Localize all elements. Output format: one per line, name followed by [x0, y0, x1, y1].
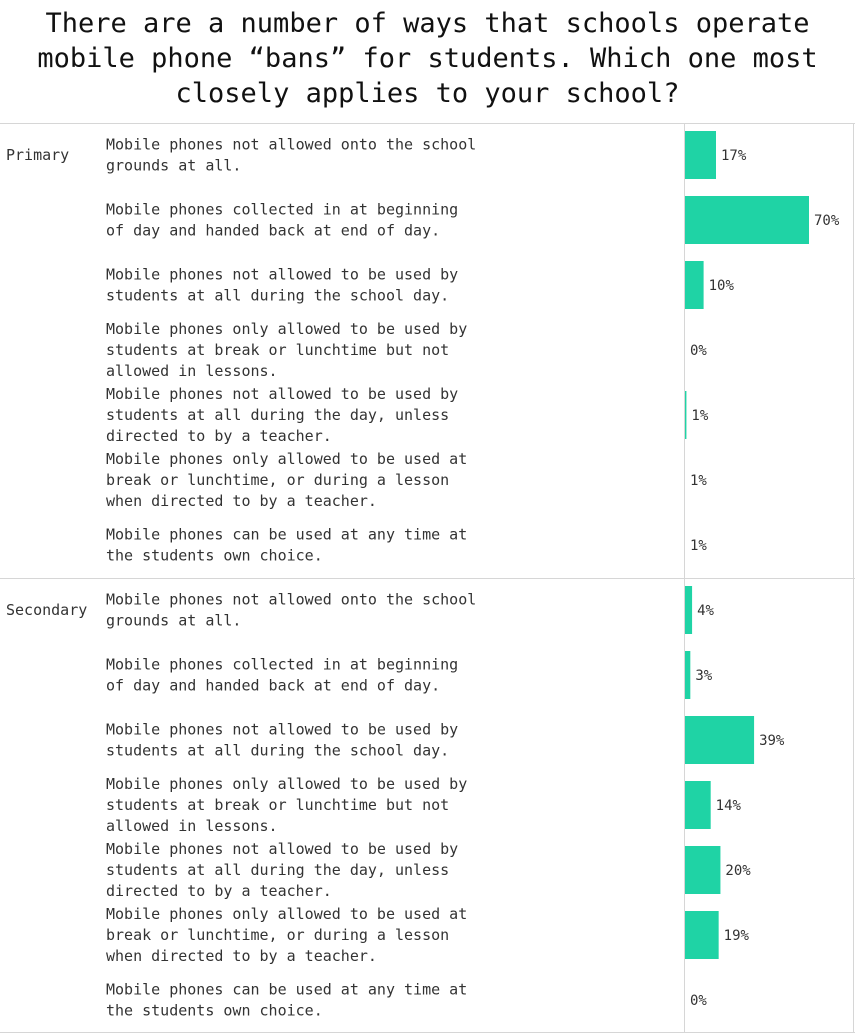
category-label: Mobile phones can be used at any time at the students own choice. — [106, 980, 468, 1020]
category-label: Mobile phones only allowed to be used by students at break or lunchtime but not allowed in lessons. — [106, 320, 468, 380]
category-label: Mobile phones not allowed to be used by students at all during the school day. — [106, 720, 459, 760]
chart-title: There are a number of ways that schools operate mobile phone “bans” for students. Which one most closely applies to your school? — [37, 8, 818, 109]
bar — [685, 781, 711, 829]
value-label: 1% — [691, 408, 709, 424]
value-label: 3% — [695, 668, 713, 684]
value-label: 14% — [715, 798, 741, 814]
value-label: 0% — [690, 343, 707, 359]
category-label: Mobile phones not allowed to be used by students at all during the school day. — [106, 265, 459, 305]
value-label: 10% — [708, 278, 734, 294]
category-label: Mobile phones not allowed onto the school grounds at all. — [106, 590, 477, 630]
category-label: Mobile phones only allowed to be used at break or lunchtime, or during a lesson when directed to by a teacher. — [106, 450, 468, 510]
value-label: 0% — [690, 993, 707, 1009]
category-label: Mobile phones only allowed to be used at break or lunchtime, or during a lesson when directed to by a teacher. — [106, 905, 468, 965]
bar — [685, 716, 754, 764]
category-label: Mobile phones collected in at beginning of day and handed back at end of day. — [106, 200, 459, 240]
value-label: 1% — [690, 473, 707, 489]
bar — [685, 261, 704, 309]
category-label: Mobile phones collected in at beginning of day and handed back at end of day. — [106, 655, 459, 695]
category-label: Mobile phones only allowed to be used by students at break or lunchtime but not allowed in lessons. — [106, 775, 468, 835]
category-label: Mobile phones not allowed onto the school grounds at all. — [106, 135, 477, 175]
bar — [685, 391, 686, 439]
value-label: 70% — [814, 213, 840, 229]
value-label: 19% — [723, 928, 749, 944]
bar — [685, 586, 692, 634]
group-label: Primary — [6, 146, 70, 164]
category-label: Mobile phones can be used at any time at the students own choice. — [106, 525, 468, 565]
value-label: 4% — [697, 603, 714, 619]
category-label: Mobile phones not allowed to be used by students at all during the day, unless directed to by a teacher. — [106, 385, 459, 445]
value-label: 17% — [721, 148, 747, 164]
bar — [685, 911, 719, 959]
bar — [685, 846, 720, 894]
bar — [685, 196, 809, 244]
bar — [685, 651, 690, 699]
value-label: 20% — [725, 863, 751, 879]
category-label: Mobile phones not allowed to be used by students at all during the day, unless directed to by a teacher. — [106, 840, 459, 900]
bar — [685, 131, 716, 179]
value-label: 1% — [690, 538, 707, 554]
group-label: Secondary — [6, 601, 88, 619]
value-label: 39% — [759, 733, 785, 749]
